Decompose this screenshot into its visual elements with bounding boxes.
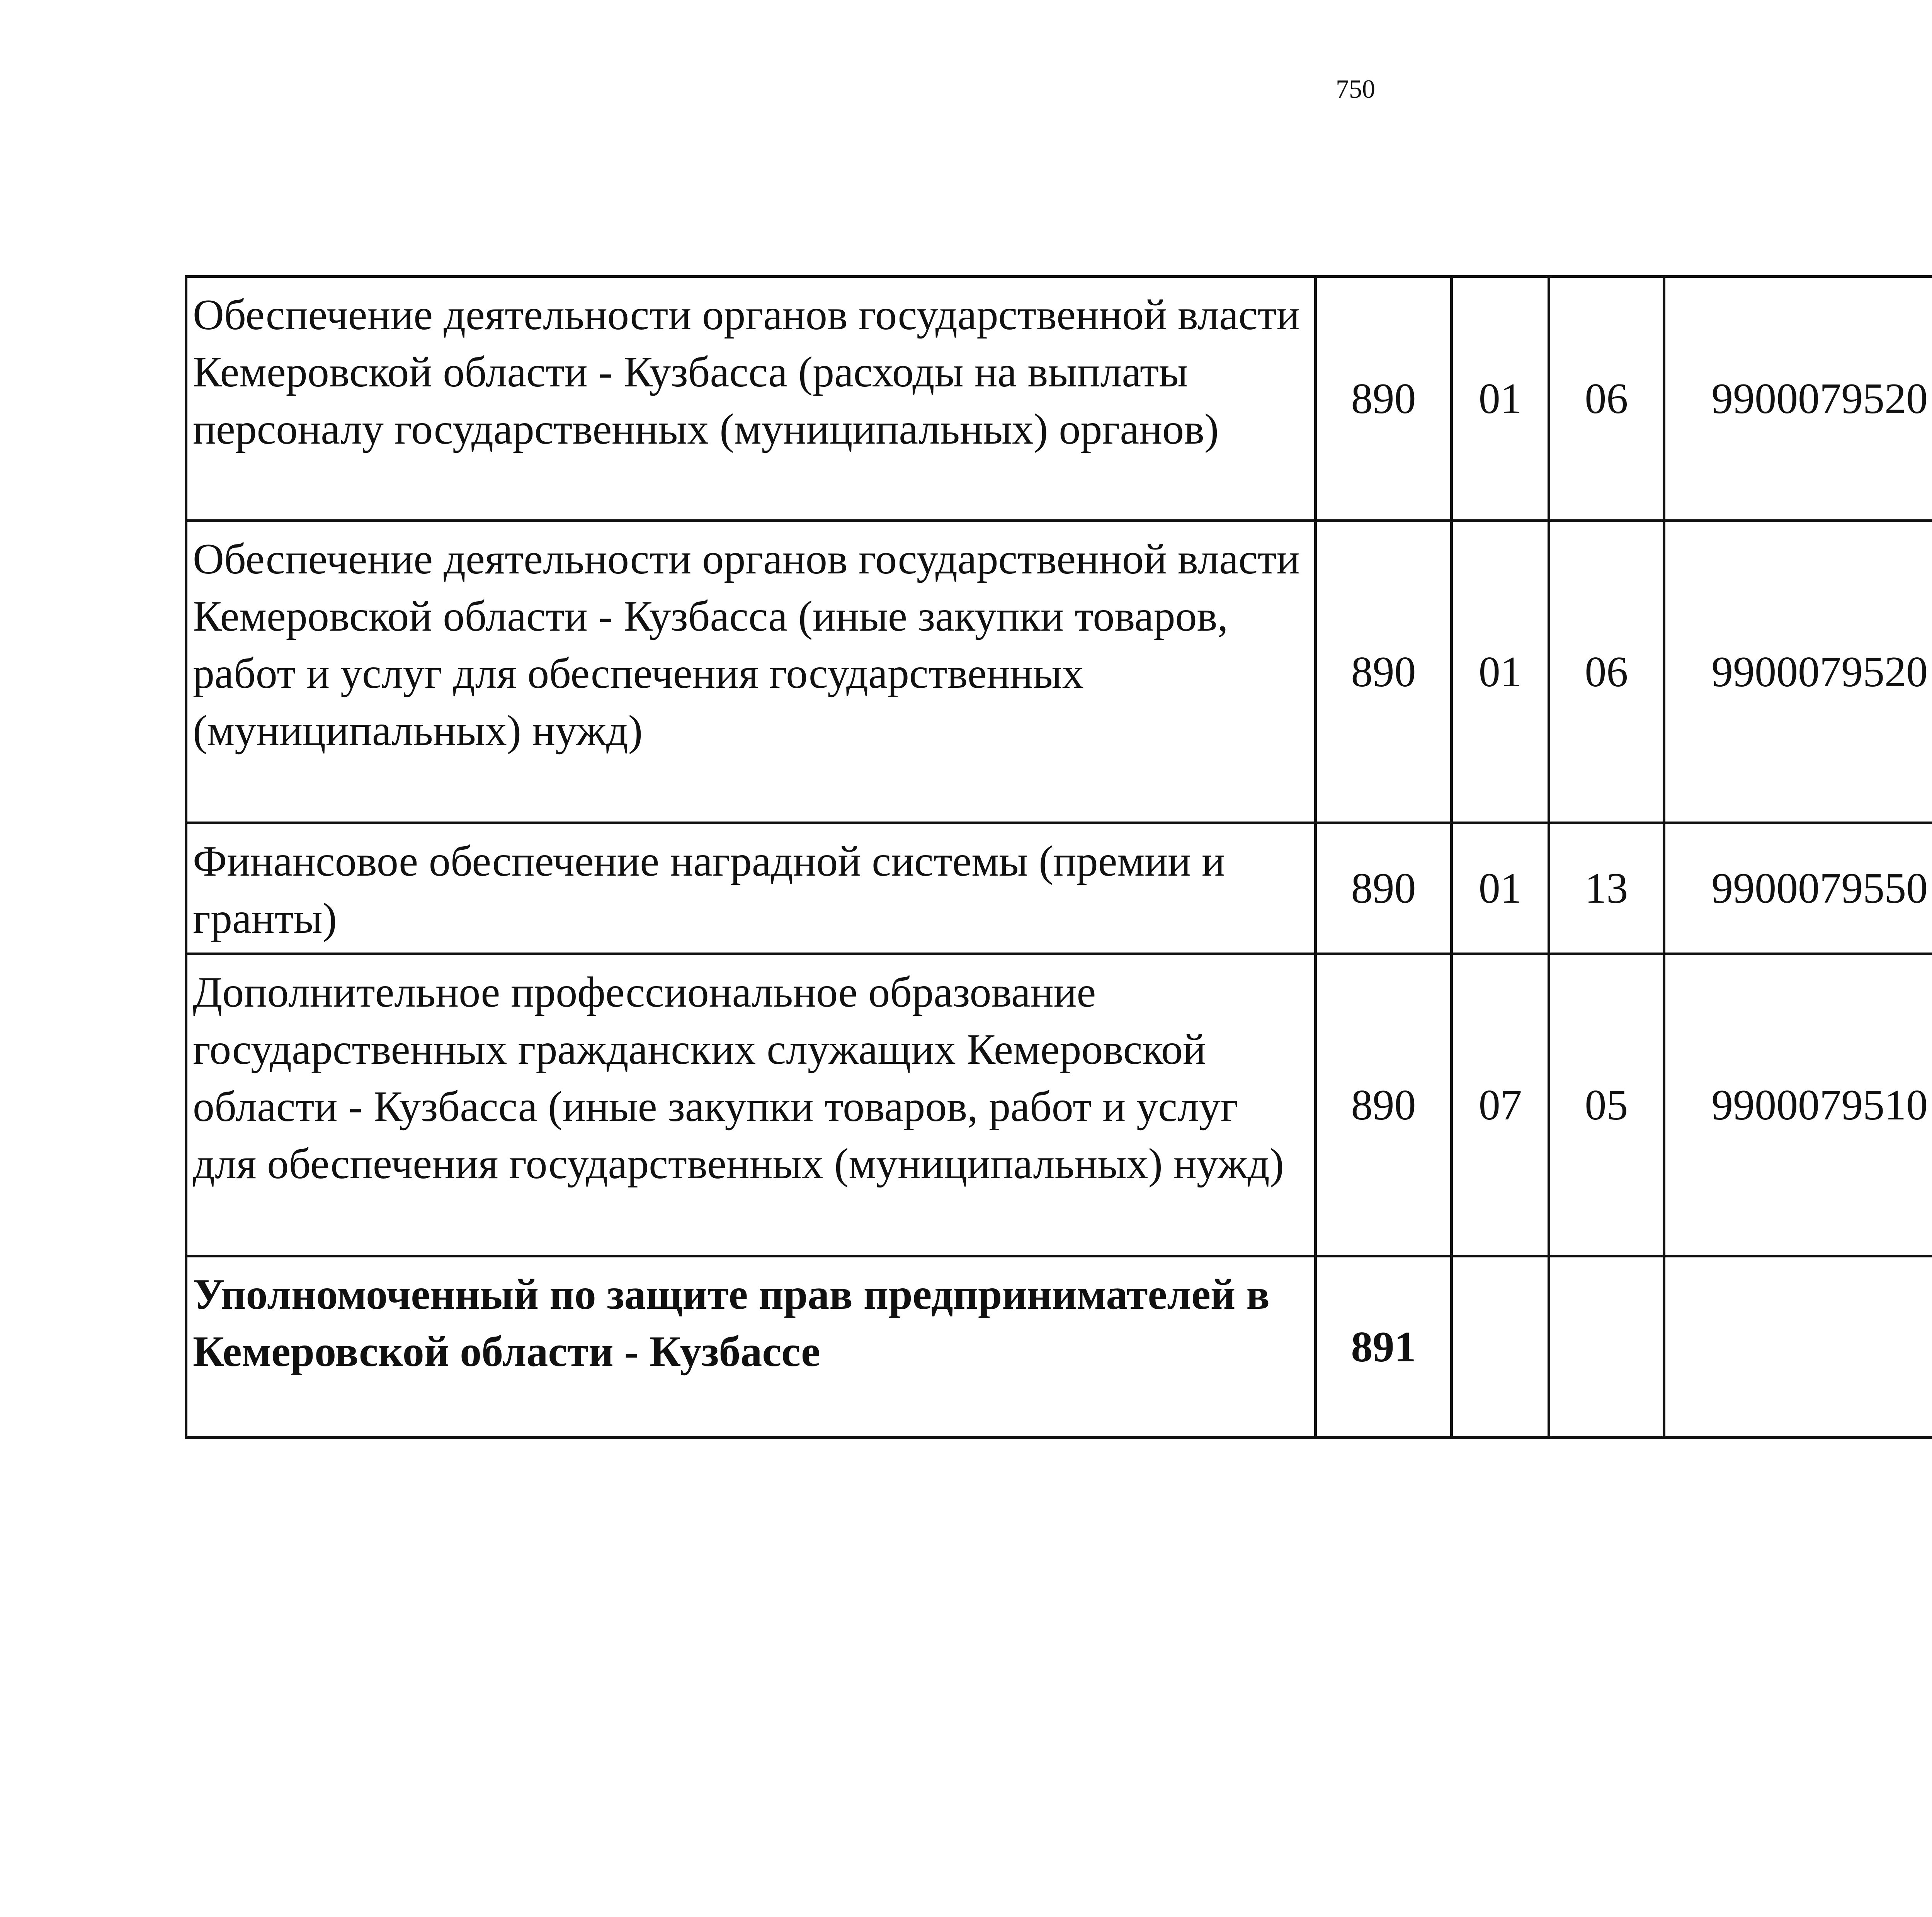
- subsection-code: 06: [1549, 521, 1664, 823]
- ministry-code: 890: [1315, 954, 1452, 1256]
- section-code: 07: [1452, 954, 1549, 1256]
- row-name: Уполномоченный по защите прав предпринимателей в Кемеровской области - Кузбассе: [186, 1256, 1316, 1438]
- ministry-code: 891: [1315, 1256, 1452, 1438]
- ministry-code: 890: [1315, 521, 1452, 823]
- target-article-code: 9900079550: [1664, 823, 1932, 954]
- table-row: [186, 521, 1932, 823]
- page-number: 750: [1336, 74, 1375, 104]
- subsection-code: [1549, 1256, 1664, 1438]
- subsection-code: 06: [1549, 277, 1664, 521]
- table-row: [186, 823, 1932, 954]
- target-article-code: 9900079520: [1664, 277, 1932, 521]
- target-article-code: 9900079520: [1664, 521, 1932, 823]
- table-row: [186, 954, 1932, 1256]
- row-name: Обеспечение деятельности органов государственной власти Кемеровской области - Кузбасса (иные закупки товаров, работ и услуг для обеспечения государственных (муниципальных) нужд): [186, 521, 1316, 823]
- row-name: Финансовое обеспечение наградной системы (премии и гранты): [186, 823, 1316, 954]
- section-code: 01: [1452, 823, 1549, 954]
- section-code: 01: [1452, 277, 1549, 521]
- target-article-code: [1664, 1256, 1932, 1438]
- table-row-total: [186, 1256, 1932, 1438]
- row-name: Обеспечение деятельности органов государственной власти Кемеровской области - Кузбасса (расходы на выплаты персоналу государственных (муниципальных) органов): [186, 277, 1316, 521]
- row-name: Дополнительное профессиональное образование государственных гражданских служащих Кемеровской области - Кузбасса (иные закупки товаров, работ и услуг для обеспечения государственных (муниципальных) нужд): [186, 954, 1316, 1256]
- table-row: [186, 277, 1932, 521]
- section-code: 01: [1452, 521, 1549, 823]
- subsection-code: 05: [1549, 954, 1664, 1256]
- target-article-code: 9900079510: [1664, 954, 1932, 1256]
- budget-table: [185, 275, 1932, 1439]
- ministry-code: 890: [1315, 823, 1452, 954]
- ministry-code: 890: [1315, 277, 1452, 521]
- subsection-code: 13: [1549, 823, 1664, 954]
- section-code: [1452, 1256, 1549, 1438]
